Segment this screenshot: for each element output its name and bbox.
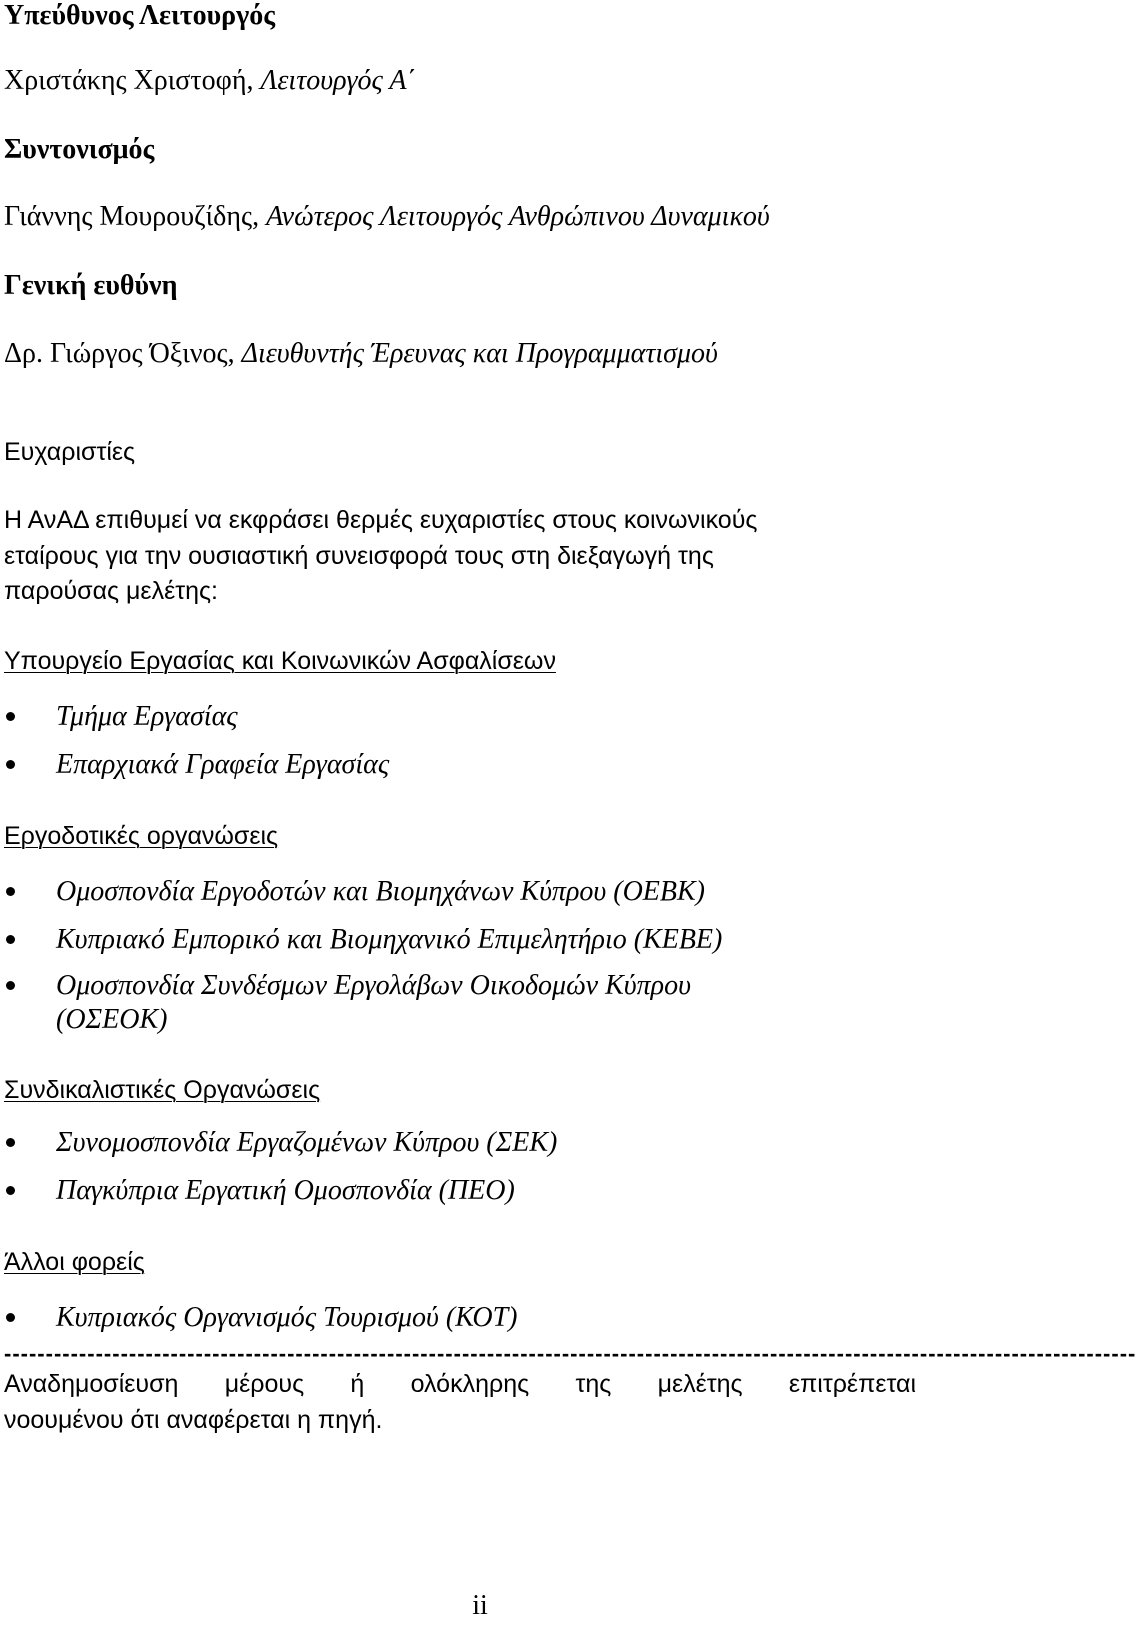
reproduction-note-line-2: νοουμένου ότι αναφέρεται η πηγή. — [4, 1406, 383, 1434]
bullet-icon — [6, 887, 15, 896]
responsible-line — [4, 65, 416, 97]
document-page: Υπεύθυνος Λειτουργός Χριστάκης Χριστοφή, Λειτουργός Α΄ Συντονισμός Γιάννης Μουρουζίδης, Ανώτερος Λειτουργός Ανθρώπινου Δυναμικού Γενική ευθύνη Δρ. Γιώργος Όξινος, Διευθυντής Έρευνας και Προγραμματισμού Ευχαριστίες Η ΑνΑΔ επιθυμεί να εκφράσει θερμές ευχαριστίες στους κοινωνικούς εταίρους για την ουσιαστική συνεισφορά τους στη διεξαγωγή της παρούσας μελέτης: Υπουργείο Εργασίας και Κοινωνικών Ασφαλίσεων Τμήμα Εργασίας Επαρχιακά Γραφεία Εργασίας Εργοδοτικές οργανώσεις Ομοσπονδία Εργοδοτών και Βιομηχάνων Κύπρου (ΟΕΒΚ) Κυπριακό Εμπορικό και Βιομηχανικό Επιμελητήριο (ΚΕΒΕ) Ομοσπονδία Συνδέσμων Εργολάβων Οικοδομών Κύπρου (ΟΣΕΟΚ) Συνδικαλιστικές Οργανώσεις Συνομοσπονδία Εργαζομένων Κύπρου (ΣΕΚ) Παγκύπρια Εργατική Ομοσπονδία (ΠΕΟ) Άλλοι φορείς Κυπριακός Οργανισμός Τουρισμού (ΚΟΤ) ---------------------------------------------------------------------------------------------------------------------------------------- Αναδημοσίευση μέρους ή ολόκληρης της μελέτης επιτρέπεται νοουμένου ότι αναφέρεται η πηγή. ii — [0, 0, 960, 1634]
coordination-name: Γιάννης Μουρουζίδης, — [4, 201, 267, 232]
bullet-icon — [6, 760, 15, 769]
responsible-heading: Υπεύθυνος Λειτουργός — [4, 0, 276, 31]
coordination-line — [4, 201, 770, 233]
group-title-ministry: Υπουργείο Εργασίας και Κοινωνικών Ασφαλίσεων — [4, 647, 556, 675]
bullet-icon — [6, 935, 15, 944]
bullet-icon — [6, 1186, 15, 1195]
bullet-icon — [6, 981, 15, 990]
coordination-heading: Συντονισμός — [4, 134, 155, 165]
bullet-icon — [6, 1313, 15, 1322]
thanks-heading: Ευχαριστίες — [4, 438, 136, 466]
bullet-icon — [6, 1138, 15, 1147]
thanks-intro-line-1: Η ΑνΑΔ επιθυμεί να εκφράσει θερμές ευχαριστίες στους κοινωνικούς — [4, 506, 758, 534]
general-line — [4, 338, 718, 370]
general-name: Δρ. Γιώργος Όξινος, — [4, 338, 242, 369]
bullet-icon — [6, 712, 15, 721]
page-number: ii — [472, 1590, 488, 1621]
group-title-others: Άλλοι φορείς — [4, 1248, 145, 1276]
coordination-role: Ανώτερος Λειτουργός Ανθρώπινου Δυναμικού — [266, 201, 770, 232]
group-title-unions: Συνδικαλιστικές Οργανώσεις — [4, 1076, 321, 1104]
group-title-employers: Εργοδοτικές οργανώσεις — [4, 822, 279, 850]
general-role: Διευθυντής Έρευνας και Προγραμματισμού — [241, 338, 718, 369]
reproduction-note-line-1: Αναδημοσίευση μέρους ή ολόκληρης της μελέτης επιτρέπεται — [4, 1370, 916, 1398]
responsible-role: Λειτουργός Α΄ — [260, 65, 416, 96]
responsible-name: Χριστάκης Χριστοφή, — [4, 65, 261, 96]
general-heading: Γενική ευθύνη — [4, 270, 178, 301]
thanks-intro-line-2: εταίρους για την ουσιαστική συνεισφορά τους στη διεξαγωγή της — [4, 542, 714, 570]
dashed-divider: ---------------------------------------------------------------------------------------------------------------------------------------- — [4, 1341, 1136, 1366]
thanks-intro-line-3: παρούσας μελέτης: — [4, 577, 218, 605]
